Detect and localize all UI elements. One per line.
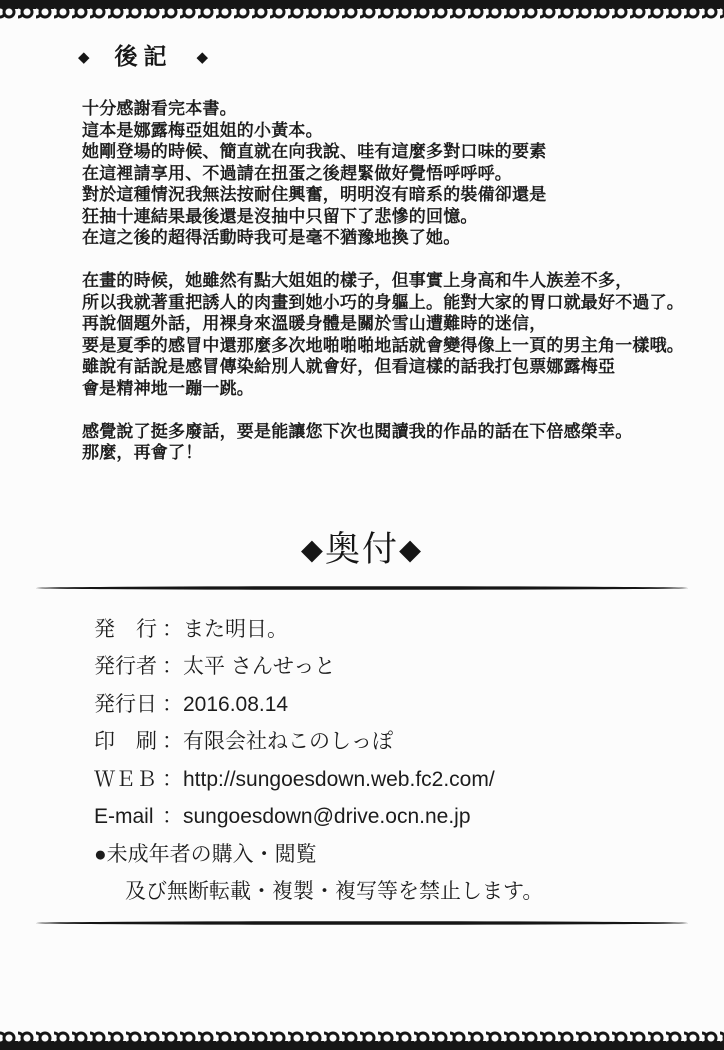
afterword-text [82, 98, 724, 464]
afterword-line [82, 249, 724, 271]
afterword-line: 會是精神地一蹦一跳。 [82, 378, 254, 398]
diamond-icon: ◆ [196, 49, 210, 66]
decorative-border-bottom [0, 1024, 724, 1050]
afterword-line: 那麼，再會了！ [82, 443, 203, 462]
colophon [0, 591, 724, 911]
colophon-entry-label: 印 刷 [94, 730, 157, 753]
colophon-entry [94, 648, 724, 686]
colophon-entry [94, 611, 724, 649]
divider-rule-bottom [36, 920, 688, 926]
colophon-entry [94, 686, 724, 724]
colophon-entry-label: E-mail [94, 805, 154, 828]
afterword-line: 她剛登場的時候、簡直就在向我說、哇有這麼多對口味的要素 [82, 142, 547, 161]
afterword-line: 要是夏季的感冒中還那麼多次地啪啪啪地話就會變得像上一頁的男主角一樣哦。 [82, 335, 684, 355]
colophon-entry-label: 発 行 [94, 617, 157, 641]
colophon-entries [94, 611, 724, 836]
afterword-line: 再說個題外話，用裸身來溫暖身體是關於雪山遭難時的迷信， [82, 314, 547, 333]
diamond-icon: ◆ [399, 533, 424, 566]
afterword-line: 對於這種情況我無法按耐住興奮，明明沒有暗系的裝備卻還是 [82, 185, 547, 204]
colophon-entry-value: また明日。 [183, 617, 288, 641]
afterword-line: 這本是娜露梅亞姐姐的小黃本。 [82, 120, 323, 140]
colophon-entry-colon: ： [162, 655, 183, 678]
colophon-notice-line: 及び無断転載・複製・複写等を禁止します。 [125, 880, 544, 903]
colophon-heading-title: 奥付 [324, 529, 399, 569]
diamond-icon: ◆ [300, 533, 325, 566]
colophon-entry [94, 798, 724, 836]
colophon-entry-colon: ： [162, 805, 183, 828]
afterword-line: 在這之後的超得活動時我可是毫不猶豫地換了她。 [82, 228, 461, 247]
afterword-line: 在畫的時候，她雖然有點大姐姐的樣子，但事實上身高和牛人族差不多， [82, 271, 633, 290]
afterword-line: 十分感謝看完本書。 [82, 99, 237, 118]
colophon-entry [94, 761, 724, 799]
colophon-notice [94, 836, 724, 911]
colophon-entry-value: 太平 さんせっと [183, 655, 336, 678]
afterword-line: 狂抽十連結果最後還是沒抽中只留下了悲慘的回憶。 [82, 206, 478, 226]
diamond-icon: ◆ [78, 49, 91, 66]
afterword-line [82, 399, 724, 421]
colophon-notice-line: ●未成年者の購入・閲覧 [94, 842, 317, 866]
colophon-entry-label: 発行者 [94, 655, 157, 678]
colophon-entry-colon: ： [162, 730, 183, 753]
afterword-line: 感覺說了挺多廢話，要是能讓您下次也閱讀我的作品的話在下倍感榮幸。 [82, 421, 633, 441]
colophon-entry-value: http://sungoesdown.web.fc2.com/ [183, 767, 495, 791]
afterword-heading-title: 後記 [114, 43, 173, 69]
colophon-entry [94, 723, 724, 761]
decorative-border-top [0, 0, 724, 26]
colophon-entry-value: sungoesdown@drive.ocn.ne.jp [183, 805, 471, 828]
afterword-line: 在這裡請享用、不過請在扭蛋之後趕緊做好覺悟呼呼呼。 [82, 163, 512, 183]
colophon-entry-label: ＷＥＢ [94, 767, 157, 791]
colophon-entry-colon: ： [162, 767, 183, 791]
afterword-heading [78, 38, 724, 71]
colophon-entry-colon: ： [162, 617, 183, 641]
afterword-line: 雖說有話說是感冒傳染給別人就會好，但看這樣的話我打包票娜露梅亞 [82, 357, 616, 376]
colophon-entry-value: 有限会社ねこのしっぽ [183, 730, 393, 753]
colophon-entry-colon: ： [162, 692, 183, 716]
colophon-entry-value: 2016.08.14 [183, 692, 289, 716]
afterword-line: 所以我就著重把誘人的肉畫到她小巧的身軀上。能對大家的胃口就最好不過了。 [82, 292, 684, 312]
colophon-entry-label: 発行日 [94, 692, 157, 716]
colophon-heading [0, 522, 724, 572]
